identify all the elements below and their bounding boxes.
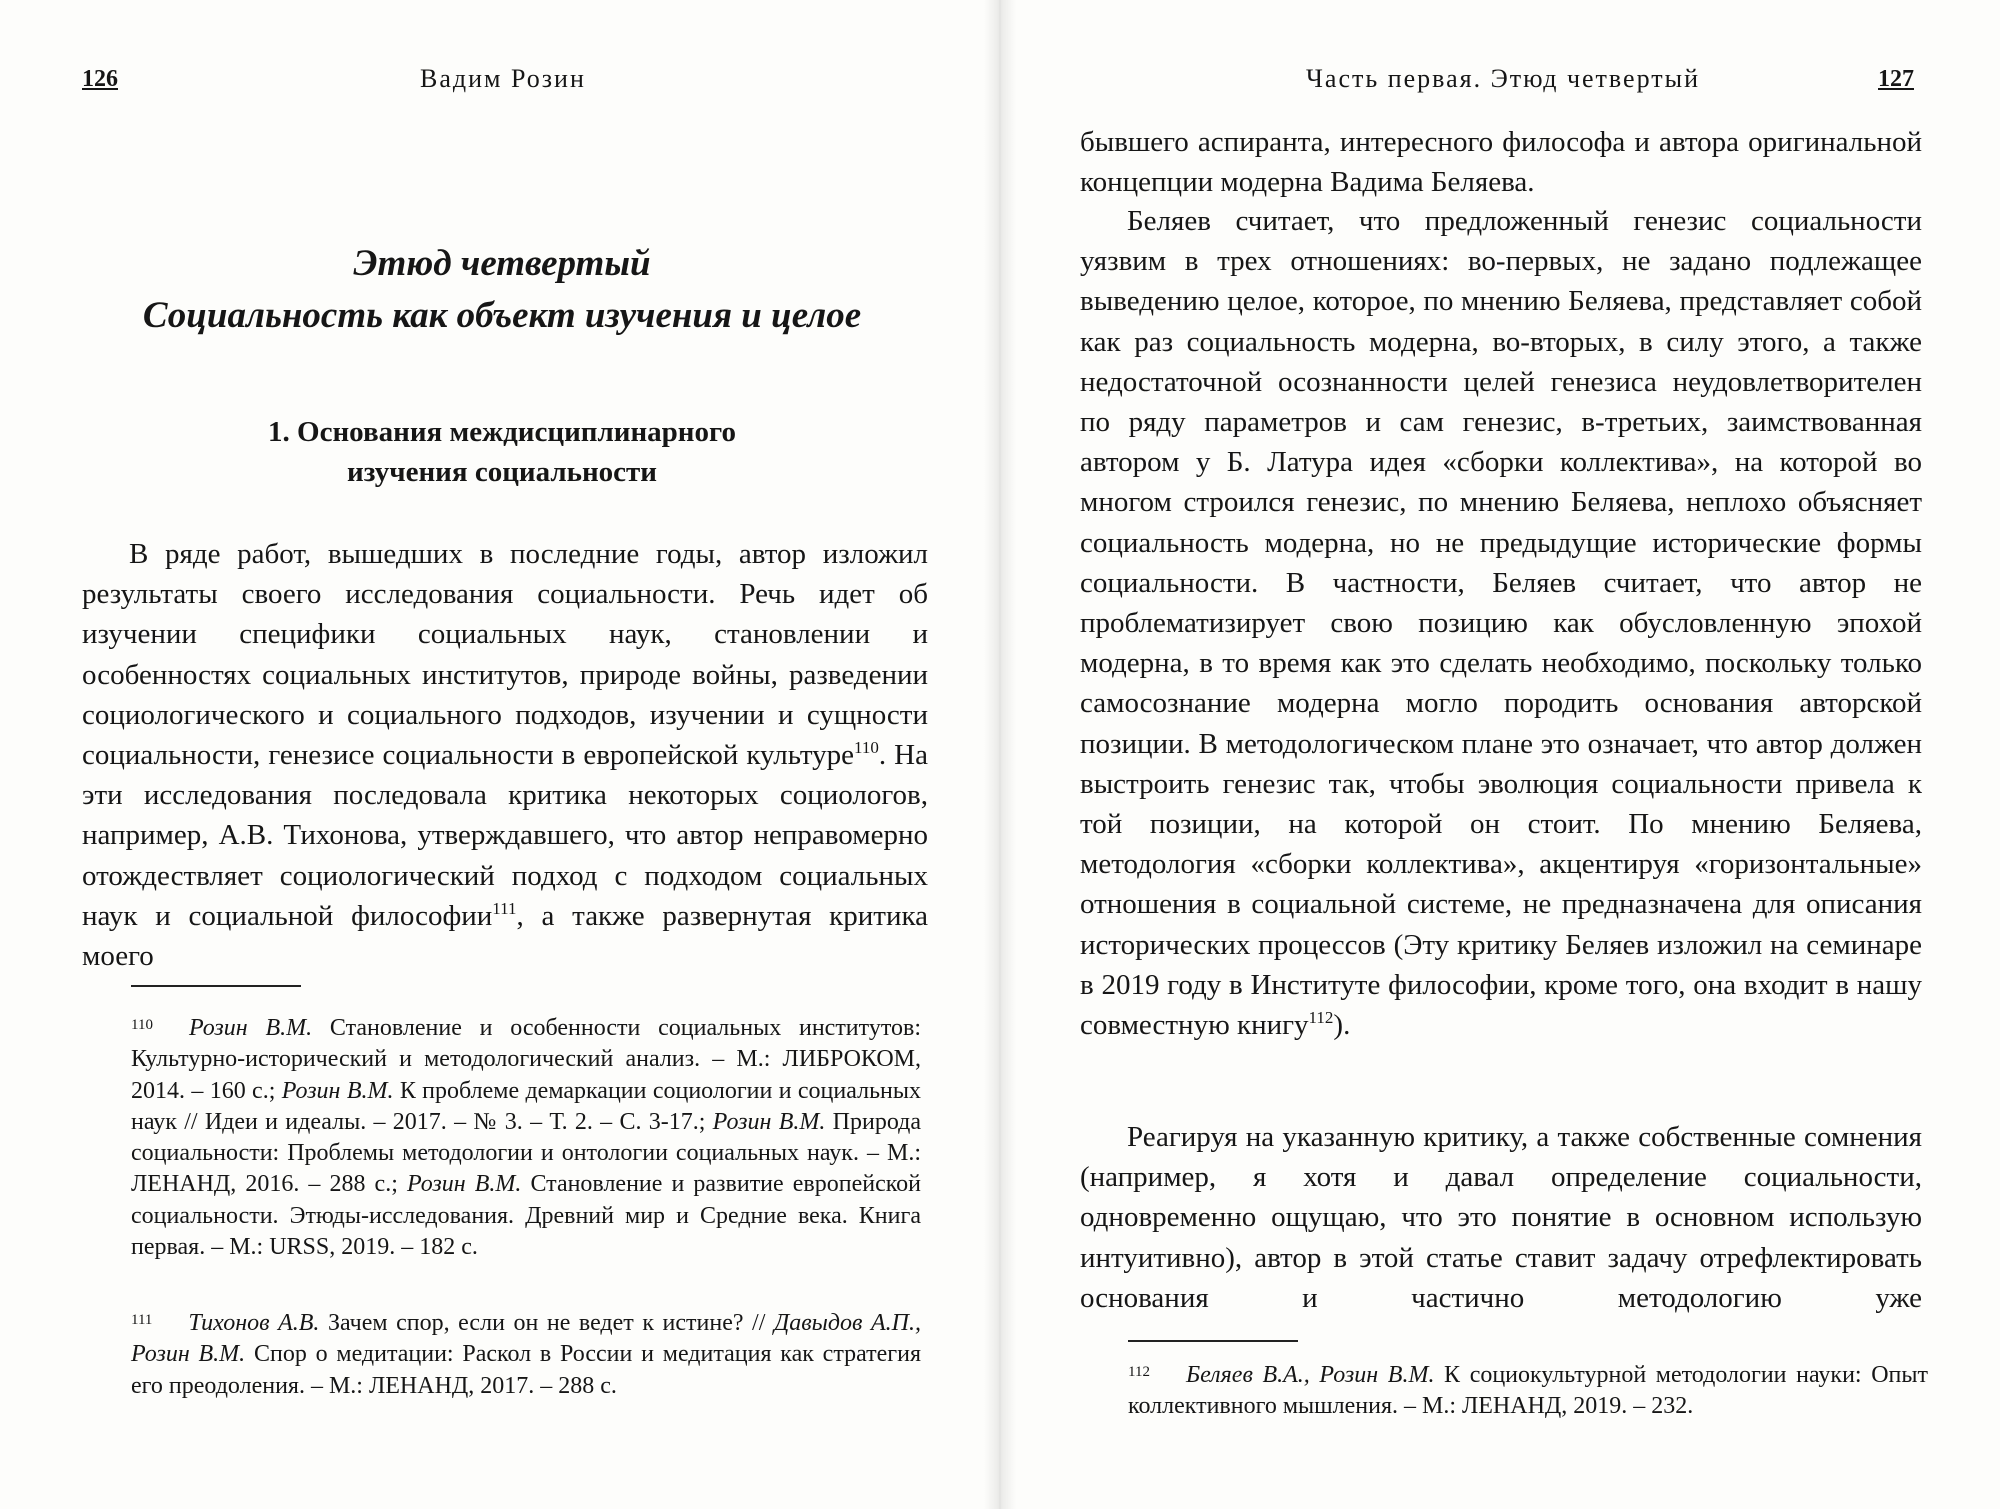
right-page bbox=[1000, 0, 2000, 1509]
chapter-title bbox=[82, 238, 922, 342]
footnote-author: Давыдов А.П., Розин В.М. bbox=[131, 1310, 921, 1368]
footnote bbox=[1128, 1357, 1928, 1423]
footnote-text: К проблеме демаркации социологии и социальных наук // Идеи и идеалы. – 2017. – № 3. – Т. 2. – С. 3-17.; bbox=[131, 1077, 921, 1135]
footnote-author: Розин В.М. bbox=[188, 1015, 313, 1041]
footnote-number: 112 bbox=[1128, 1364, 1150, 1380]
footnote-author: Розин В.М. bbox=[406, 1171, 522, 1198]
section-title bbox=[82, 412, 922, 492]
text-run: бывшего аспиранта, интересного философа и автора оригинальной концепции модерна Вадима Беляева. bbox=[1080, 126, 1922, 199]
section-title-line: 1. Основания междисциплинарного bbox=[268, 416, 736, 448]
page-number: 126 bbox=[82, 66, 118, 92]
chapter-title-line: Этюд четвертый bbox=[353, 243, 651, 284]
text-run: . На эти исследования последовала критика некоторых социологов, например, А.В. Тихонова, утверждавшего, что автор неправомерно отождествляет социологический подход с подходом социальных наук и социальной философии bbox=[82, 739, 928, 932]
body-paragraph bbox=[1080, 1117, 1922, 1318]
footnote bbox=[131, 1305, 921, 1402]
footnote-author: Тихонов А.В. bbox=[188, 1310, 320, 1336]
footnote-divider bbox=[131, 985, 301, 987]
text-run: Реагируя на указанную критику, а также собственные сомнения (например, я хотя и давал определение социальности, одновременно ощущаю, что это понятие в основном использую интуитивно), автор в этой статье ставит задачу отрефлектировать основания и частично методологию уже bbox=[1080, 1121, 1922, 1314]
chapter-subtitle-line: Социальность как объект изучения и целое bbox=[142, 295, 862, 336]
footnote-ref: 110 bbox=[854, 738, 879, 758]
footnote-number: 111 bbox=[131, 1312, 153, 1328]
footnote-author: Беляев В.А., Розин В.М. bbox=[1185, 1362, 1435, 1388]
footnote-text: Становление и развитие европейской социальности. Этюды-исследования. Древний мир и Средние века. Книга первая. – М.: URSS, 2019. – 182 с. bbox=[131, 1171, 922, 1261]
running-head-author: Вадим Розин bbox=[420, 64, 586, 93]
text-run: , а также развернутая критика моего bbox=[82, 899, 928, 973]
footnote-text: Спор о медитации: Раскол в России и медитация как стратегия его преодоления. – М.: ЛЕНАНД, 2017. – 288 с. bbox=[131, 1341, 921, 1399]
section-title-line: изучения социальности bbox=[346, 456, 658, 488]
footnote-author: Розин В.М. bbox=[281, 1077, 394, 1104]
footnote-text: Природа социальности: Проблемы методологии и онтологии социальных наук. – М.: ЛЕНАНД, 2016. – 288 с.; bbox=[131, 1108, 921, 1198]
footnote-divider bbox=[1128, 1340, 1298, 1342]
footnote-text: Становление и особенности социальных институтов: Культурно-исторический и методологический анализ. – М.: ЛИБРОКОМ, 2014. – 160 с.; bbox=[131, 1015, 921, 1104]
footnote-author: Розин В.М. bbox=[712, 1108, 826, 1135]
body-paragraph bbox=[1080, 201, 1922, 1045]
book-gutter-shadow bbox=[984, 0, 1016, 1509]
footnote-ref: 111 bbox=[492, 898, 517, 918]
text-run: ). bbox=[1333, 1009, 1351, 1042]
footnote-text: К социокультурной методологии науки: Опыт коллективного мышления. – М.: ЛЕНАНД, 2019. – 232. bbox=[1128, 1362, 1928, 1420]
body-paragraph bbox=[1080, 122, 1922, 202]
page-number: 127 bbox=[1878, 66, 1914, 92]
running-head-section: Часть первая. Этюд четвертый bbox=[1306, 64, 1700, 93]
footnote-number: 110 bbox=[131, 1017, 153, 1033]
footnote bbox=[131, 1010, 921, 1263]
text-run: В ряде работ, вышедших в последние годы, автор изложил результаты своего исследования социальности. Речь идет об изучении специфики социальных наук, становлении и особенностях социальных институтов, природе войны, разведении социологического и социального подходов, изучении и сущности социальности, генезисе социальности в европейской культуре bbox=[82, 538, 928, 772]
footnote-text: Зачем спор, если он не ведет к истине? // bbox=[319, 1310, 774, 1336]
footnote-ref: 112 bbox=[1308, 1008, 1334, 1028]
body-paragraph bbox=[82, 534, 928, 976]
text-run: Беляев считает, что предложенный генезис социальности уязвим в трех отношениях: во-первых, не задано подлежащее выведению целое, которое, по мнению Беляева, представляет собой как раз социальность модерна, во-вторых, в силу этого, а также недостаточной осознанности целей генезиса неудовлетворителен по ряду параметров и сам генезис, в-третьих, заимствованная автором у Б. Латура идея «сборки коллектива», на которой во многом строился генезис, по мнению Беляева, неплохо объясняет социальность модерна, но не предыдущие исторические формы социальности. В частности, Беляев считает, что автор не проблематизирует свою позицию как обусловленную эпохой модерна, в то время как это сделать необходимо, поскольку только самосознание модерна могло породить основания авторской позиции. В методологическом плане это означает, что автор должен выстроить генезис так, чтобы эволюция социальности привела к той позиции, на которой он стоит. По мнению Беляева, методология «сборки коллектива», акцентируя «горизонтальные» отношения в социальной системе, не предназначена для описания исторических процессов (Эту критику Беляев изложил на семинаре в 2019 году в Институте философии, кроме того, она входит в нашу совместную книгу bbox=[1080, 205, 1922, 1042]
